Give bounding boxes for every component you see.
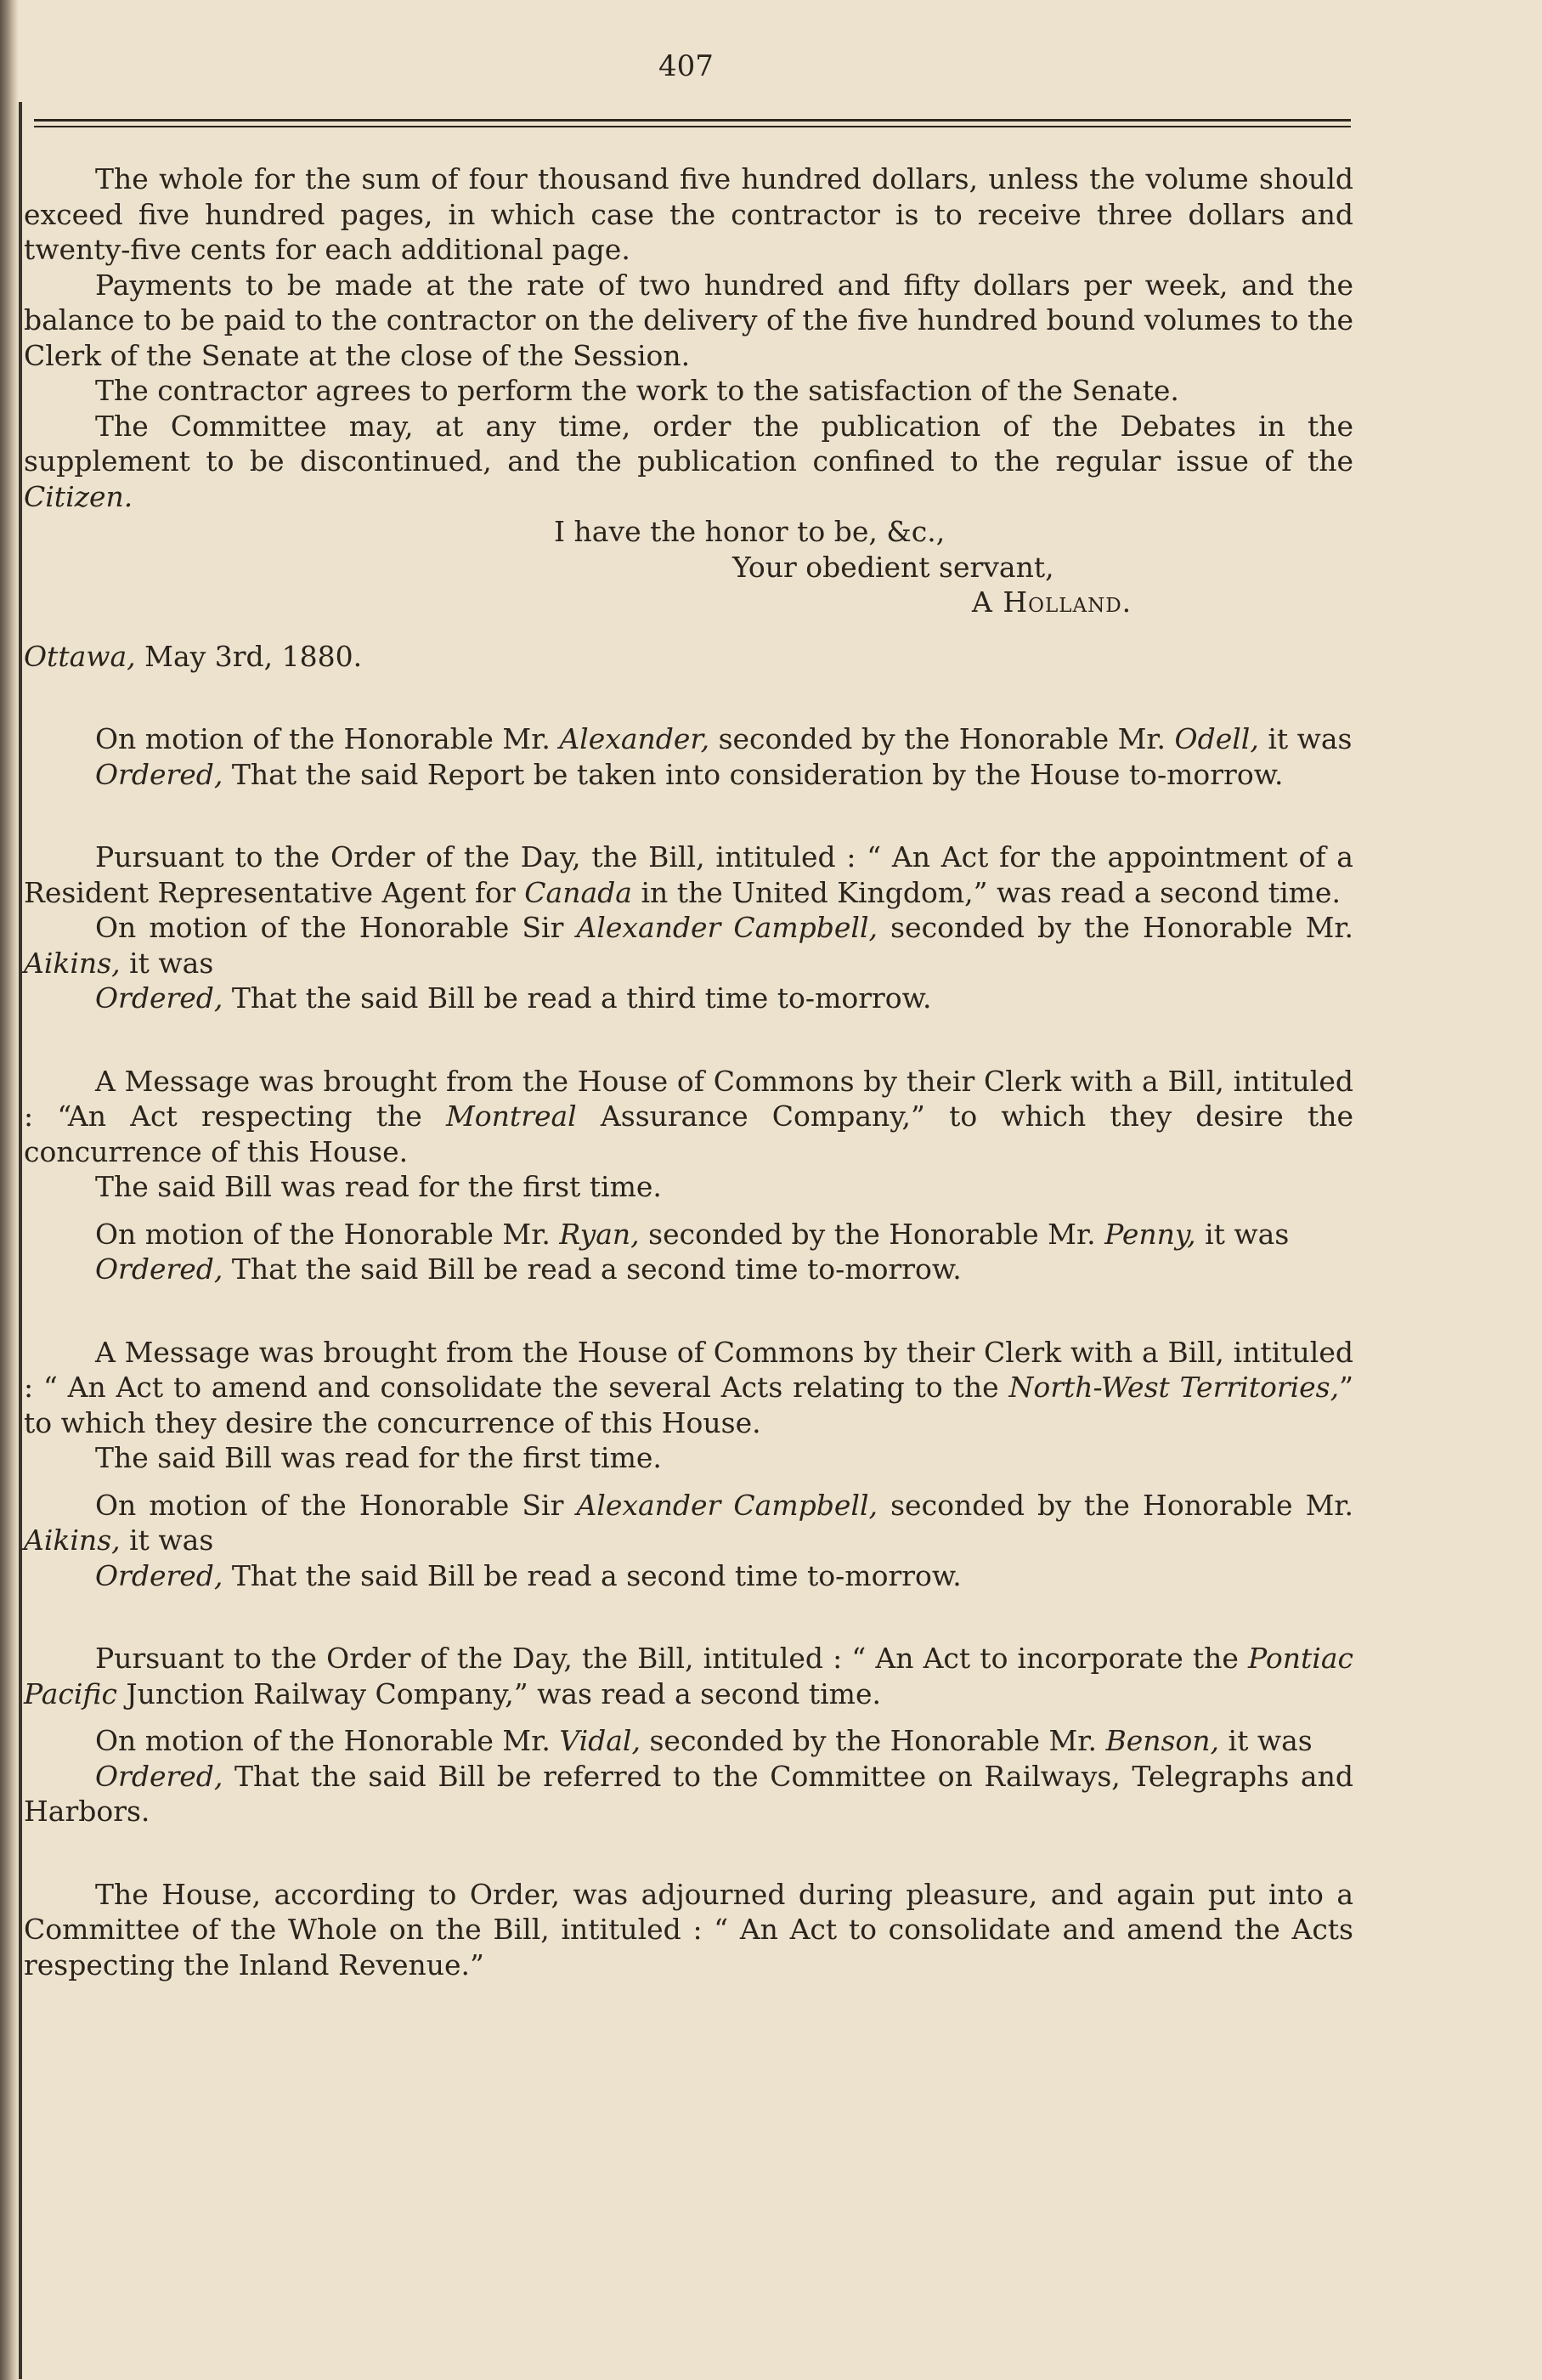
adjournment-section <box>24 1877 1353 1983</box>
place-name: North-West Territories, <box>1008 1371 1340 1404</box>
motion-report-section <box>24 721 1353 792</box>
pontiac-pacific-bill-section <box>24 1641 1353 1829</box>
motion-text: seconded by the Honorable Mr. <box>878 911 1354 944</box>
page-number: 407 <box>658 49 714 83</box>
seconder-name: Benson, <box>1105 1724 1220 1757</box>
ordered-label: Ordered, <box>95 1558 223 1592</box>
mover-name: Alexander, <box>559 722 710 755</box>
order-paragraph <box>24 1759 1353 1829</box>
first-reading-paragraph: The said Bill was read for the first time. <box>95 1170 662 1203</box>
bill-text: Pursuant to the Order of the Day, the Bill, intituled : “ An Act to incorporate the <box>95 1642 1249 1675</box>
seconder-name: Aikins, <box>24 946 121 980</box>
motion-paragraph <box>24 1723 1353 1759</box>
bill-text: Junction Railway Company,” was read a second time. <box>116 1676 881 1710</box>
motion-text: it was <box>120 1524 214 1557</box>
mover-name: Alexander Campbell, <box>576 911 878 944</box>
place-name: Pontiac Pacific <box>24 1642 1353 1710</box>
motion-text: seconded by the Honorable Mr. <box>640 1724 1106 1757</box>
mover-name: Ryan, <box>559 1217 640 1251</box>
motion-text: seconded by the Honorable Mr. <box>639 1217 1105 1251</box>
order-text: That the said Bill be read a third time to-morrow. <box>223 981 932 1015</box>
motion-paragraph <box>24 1217 1353 1252</box>
place-name: Ottawa, <box>24 639 136 673</box>
letter-paragraph-payments: Payments to be made at the rate of two hundred and fifty dollars per week, and the balance to be paid to the contractor on the delivery of the five hundred bound volumes to the Clerk of the Senate at the close of the Session. <box>24 268 1353 372</box>
ordered-label: Ordered, <box>95 757 223 791</box>
letter-dateline <box>24 639 1353 675</box>
bill-paragraph <box>24 1641 1353 1711</box>
motion-text: it was <box>1219 1724 1313 1757</box>
header-double-rule <box>34 119 1351 127</box>
motion-paragraph <box>24 721 1353 757</box>
motion-text: it was <box>1195 1217 1290 1251</box>
motion-text: On motion of the Honorable Mr. <box>95 722 560 755</box>
montreal-assurance-message-section <box>24 1064 1353 1287</box>
bill-text: in the United Kingdom,” was read a second time. <box>631 875 1341 909</box>
seconder-name: Penny, <box>1104 1217 1196 1251</box>
letter-paragraph-cost: The whole for the sum of four thousand five hundred dollars, unless the volume should exceed five hundred pages, in which case the contractor is to receive three dollars and twenty-five cents for each additional page. <box>24 162 1353 266</box>
order-paragraph <box>24 757 1353 793</box>
letter-signature: A Holland. <box>972 585 1132 619</box>
message-paragraph <box>24 1335 1353 1441</box>
page-body <box>24 161 1353 1982</box>
ordered-label: Ordered, <box>95 1759 223 1793</box>
message-text: ” to which they desire the concurrence of this House. <box>24 1371 1353 1439</box>
seconder-name: Odell, <box>1174 722 1259 755</box>
resident-agent-bill-section <box>24 840 1353 1016</box>
motion-text: seconded by the Honorable Mr. <box>878 1488 1354 1522</box>
message-text: A Message was brought from the House of Commons by their Clerk with a Bill, intituled : “An Act respecting the <box>24 1064 1353 1133</box>
first-reading-paragraph: The said Bill was read for the first time. <box>95 1441 662 1474</box>
order-text: That the said Bill be read a second time to-morrow. <box>223 1558 962 1592</box>
ordered-label: Ordered, <box>95 1252 223 1286</box>
letter-valediction: Your obedient servant, <box>732 550 1054 584</box>
north-west-territories-message-section <box>24 1335 1353 1594</box>
message-text: Assurance Company,” to which they desire the concurrence of this House. <box>24 1100 1353 1168</box>
ordered-label: Ordered, <box>95 981 223 1015</box>
letter-paragraph-agreement: The contractor agrees to perform the work to the satisfaction of the Senate. <box>95 374 1179 407</box>
citizen-name: Citizen. <box>24 479 133 513</box>
adjournment-paragraph: The House, according to Order, was adjourned during pleasure, and again put into a Committee of the Whole on the Bill, intituled : “ An Act to consolidate and amend the Acts respecting the Inland Revenue.” <box>24 1877 1353 1981</box>
motion-text: it was <box>120 946 214 980</box>
order-paragraph <box>24 981 1353 1016</box>
letter-section <box>24 161 1353 674</box>
mover-name: Alexander Campbell, <box>576 1488 878 1522</box>
motion-text: On motion of the Honorable Mr. <box>95 1217 560 1251</box>
book-binding-edge <box>0 0 19 2380</box>
message-paragraph <box>24 1064 1353 1170</box>
letter-closing: I have the honor to be, &c., <box>554 515 946 548</box>
order-text: That the said Report be taken into consideration by the House to-morrow. <box>223 757 1284 791</box>
order-paragraph <box>24 1252 1353 1287</box>
letter-paragraph-committee-text: The Committee may, at any time, order the publication of the Debates in the supplement to be discontinued, and the publication confined to the regular issue of the <box>24 409 1353 478</box>
bill-paragraph <box>24 840 1353 910</box>
order-paragraph <box>24 1558 1353 1594</box>
place-name: Canada <box>524 875 632 909</box>
seconder-name: Aikins, <box>24 1524 121 1557</box>
letter-date: May 3rd, 1880. <box>135 639 363 673</box>
bill-text: Pursuant to the Order of the Day, the Bill, intituled : “ An Act for the appointment of a Resident Representative Agent for <box>24 840 1353 909</box>
message-text: A Message was brought from the House of Commons by their Clerk with a Bill, intituled : “ An Act to amend and consolidate the several Acts relating to the <box>24 1335 1353 1404</box>
motion-paragraph <box>24 1488 1353 1558</box>
motion-text: On motion of the Honorable Sir <box>95 911 577 944</box>
place-name: Montreal <box>446 1100 577 1133</box>
letter-paragraph-committee <box>24 409 1353 515</box>
motion-text: On motion of the Honorable Sir <box>95 1488 577 1522</box>
order-text: That the said Bill be referred to the Committee on Railways, Telegraphs and Harbors. <box>24 1759 1353 1828</box>
binding-margin-line <box>19 102 22 2379</box>
mover-name: Vidal, <box>559 1724 641 1757</box>
motion-text: seconded by the Honorable Mr. <box>709 722 1175 755</box>
order-text: That the said Bill be read a second time to-morrow. <box>223 1252 962 1286</box>
motion-text: it was <box>1258 722 1353 755</box>
motion-paragraph <box>24 910 1353 981</box>
motion-text: On motion of the Honorable Mr. <box>95 1724 560 1757</box>
